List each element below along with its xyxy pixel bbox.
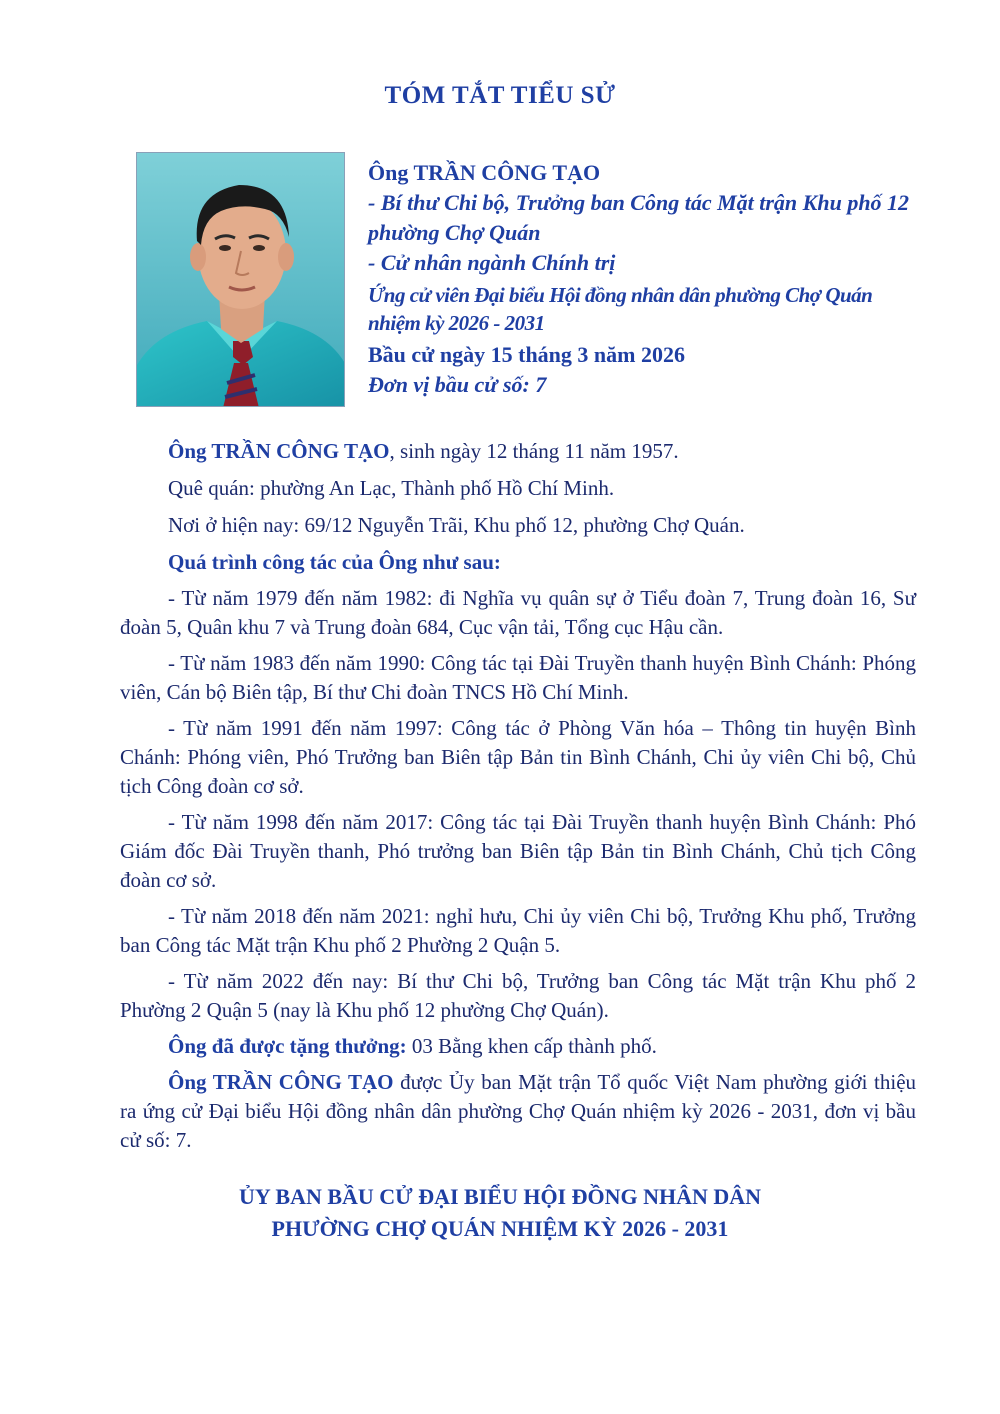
awards-value: 03 Bằng khen cấp thành phố. xyxy=(406,1034,657,1058)
biography xyxy=(120,437,916,1155)
bio-closing xyxy=(120,1068,916,1155)
career-item: - Từ năm 1983 đến năm 1990: Công tác tại Đài Truyền thanh huyện Bình Chánh: Phóng viên, Cán bộ Biên tập, Bí thư Chi đoàn TNCS Hồ Chí Minh. xyxy=(120,651,916,704)
portrait-illustration xyxy=(137,153,345,407)
career-item: - Từ năm 2018 đến năm 2021: nghỉ hưu, Chi ủy viên Chi bộ, Trưởng Khu phố, Trưởng ban Công tác Mặt trận Khu phố 2 Phường 2 Quận 5. xyxy=(120,904,916,957)
profile-candidate: Ứng cử viên Đại biểu Hội đồng nhân dân phường Chợ Quán nhiệm kỳ 2026 - 2031 xyxy=(368,283,873,335)
profile-election-date: Bầu cử ngày 15 tháng 3 năm 2026 xyxy=(368,342,685,367)
profile-position-2: - Cử nhân ngành Chính trị xyxy=(368,250,616,275)
bio-intro-rest: , sinh ngày 12 tháng 11 năm 1957. xyxy=(389,439,679,463)
portrait-photo xyxy=(136,152,345,407)
career-item: - Từ năm 2022 đến nay: Bí thư Chi bộ, Trưởng ban Công tác Mặt trận Khu phố 2 Phường 2 Quận 5 (nay là Khu phố 12 phường Chợ Quán). xyxy=(120,969,916,1022)
bio-intro xyxy=(120,437,916,466)
bio-hometown: Quê quán: phường An Lạc, Thành phố Hồ Chí Minh. xyxy=(168,476,615,500)
profile-position-1: - Bí thư Chi bộ, Trưởng ban Công tác Mặt trận Khu phố 12 phường Chợ Quán xyxy=(368,190,910,245)
issuer-line-1: ỦY BAN BẦU CỬ ĐẠI BIỂU HỘI ĐỒNG NHÂN DÂN xyxy=(238,1184,762,1209)
issuer-block xyxy=(0,1181,1000,1245)
profile-unit: Đơn vị bầu cử số: 7 xyxy=(368,372,547,397)
profile-name: Ông TRẦN CÔNG TẠO xyxy=(368,160,601,185)
career-heading: Quá trình công tác của Ông như sau: xyxy=(168,550,501,574)
career-item: - Từ năm 1979 đến năm 1982: đi Nghĩa vụ quân sự ở Tiểu đoàn 7, Trung đoàn 16, Sư đoàn 5, Quân khu 7 và Trung đoàn 684, Cục vận tải, Tổng cục Hậu cần. xyxy=(120,586,916,639)
career-item: - Từ năm 1998 đến năm 2017: Công tác tại Đài Truyền thanh huyện Bình Chánh: Phó Giám đốc Đài Truyền thanh, Phó trưởng ban Biên tập Bản tin Bình Chánh, Chủ tịch Công đoàn cơ sở. xyxy=(120,810,916,892)
bio-residence: Nơi ở hiện nay: 69/12 Nguyễn Trãi, Khu phố 12, phường Chợ Quán. xyxy=(168,513,745,537)
closing-rest: được Ủy ban Mặt trận Tổ quốc Việt Nam phường giới thiệu ra ứng cử Đại biểu Hội đồng nhân dân phường Chợ Quán nhiệm kỳ 2026 - 2031, đơn vị bầu cử số: 7. xyxy=(120,1070,917,1152)
issuer-line-2: PHƯỜNG CHỢ QUÁN NHIỆM KỲ 2026 - 2031 xyxy=(271,1216,729,1241)
page-title: TÓM TẮT TIỂU SỬ xyxy=(384,82,616,109)
awards-label: Ông đã được tặng thưởng: xyxy=(168,1034,407,1058)
bio-awards xyxy=(120,1032,916,1061)
bio-intro-name: Ông TRẦN CÔNG TẠO xyxy=(168,439,390,463)
closing-name: Ông TRẦN CÔNG TẠO xyxy=(168,1070,394,1094)
career-item: - Từ năm 1991 đến năm 1997: Công tác ở Phòng Văn hóa – Thông tin huyện Bình Chánh: Phóng viên, Phó Trưởng ban Biên tập Bản tin Bình Chánh, Chi ủy viên Chi bộ, Chủ tịch Công đoàn cơ sở. xyxy=(120,716,916,798)
profile-summary xyxy=(368,158,928,400)
